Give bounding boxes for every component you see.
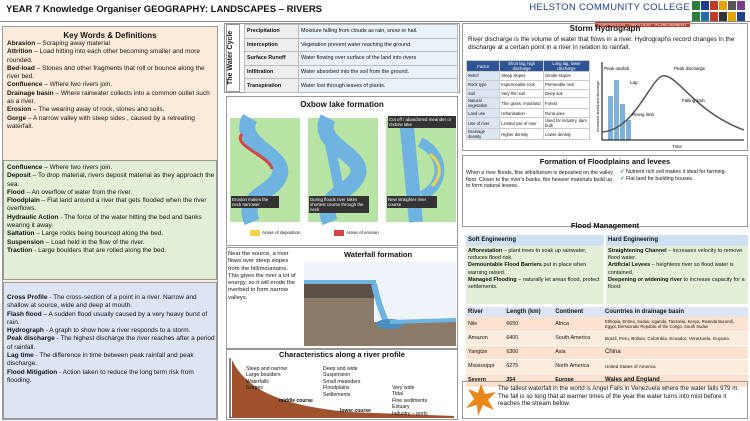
keyword-term: Erosion [7,106,32,114]
hydrograph-factor-table [466,60,590,140]
logo-badge [737,12,745,21]
rivers-table-cell: Asia [553,345,603,359]
world-rivers-table [466,307,748,388]
hard-engineering-title: Hard Engineering [606,235,748,246]
keyword-entry [7,172,215,189]
key-words-title: Key Words & Definitions [63,31,157,40]
keyword-definition: – Scraping away material [35,40,110,47]
keyword-entry [7,311,215,328]
logo-badge [728,12,736,21]
keyword-term: Abrasion [7,40,36,47]
floodplains-title: Formation of Floodplains and levees [539,157,671,166]
rising-limb-label: Rising limb [632,112,655,117]
rivers-table-cell: Amazon [466,331,504,345]
keyword-definition: – Where two rivers join. [42,81,113,89]
rivers-table-cell: Wales and England [603,373,748,387]
oxbow-diagram [230,114,456,244]
water-cycle-definition: Moisture falling from clouds as rain, snow or hail. [299,25,458,39]
water-cycle-term: Transpiration [245,79,299,93]
rivers-table-row [466,317,748,331]
rivers-table-cell: United States of America [603,359,748,373]
keyword-definition: – Large rocks being bounced along the bed. [34,230,164,238]
keyword-definition: – The wearing away of rock, stones and soils. [31,106,165,114]
method-term: Managed Flooding [468,276,517,283]
keyword-definition: – Stones and other fragments that roll or bounce along the river bed. [7,64,205,81]
keyword-entry [7,214,215,231]
factor-table-cell: Urbanisation [500,109,544,118]
profile-middle-item: Suspension [323,372,351,379]
water-cycle-row [245,25,458,39]
floodplains-panel [462,155,748,227]
waterfall-title: Waterfall formation [344,250,413,259]
rivers-table-row [466,331,748,345]
profile-lower-list [392,385,428,417]
logo-badge [692,12,700,21]
logo-badge [719,1,727,10]
rivers-table-cell: Brazil, Peru, Bolivia, Colombia, Ecuador, Venezuela, Guyana [603,331,748,345]
rivers-table-cell: Yangtze [466,345,504,359]
rainfall-bar [614,80,619,140]
keyword-term: Attrition [7,48,33,56]
factor-table-row [467,89,590,98]
hydrograph-graph [594,62,746,150]
logo-badge [728,1,736,10]
keyword-term: Cross Profile [7,294,48,301]
factor-table-row [467,129,590,140]
factor-table-cell: Forest [544,98,590,109]
school-name: HELSTON COMMUNITY COLLEGE [529,2,690,13]
logo-badge [710,1,718,10]
water-cycle-row [245,52,458,66]
keyword-definition: – Load hitting into each other becoming smaller and more rounded. [7,48,200,64]
factor-table-cell: Relief [467,72,500,81]
profile-lower-item: Very wide [392,385,415,391]
water-cycle-definition: Vegetation prevent water reaching the ground. [299,38,458,52]
storm-hydrograph-text: River discharge is the volume of water that flows in a river. Hydrographs record changes in the discharge at a certain point in a river in relation to rainfall. [468,36,735,51]
factor-table-cell: Soil [467,89,500,98]
rainfall-bar [608,96,613,140]
rivers-table-cell: 6300 [504,345,553,359]
factor-table-header: Long lag, lower discharge [544,61,590,72]
peak-discharge-label: Peak discharge [674,66,706,71]
rivers-table-cell: 6650 [504,317,553,331]
profile-lower-item: Estuary [392,404,410,411]
hard-engineering-list [606,246,748,304]
keyword-term: Peak discharge [7,335,55,343]
keyword-definition: - The cross-section of a point in a river. Narrow and shallow at source, wide and deep at mouth. [7,294,197,310]
rivers-table-header: River [466,307,504,317]
factor-table-cell: Drainage density [467,129,500,140]
method-definition: – naturally let areas flood, protect settlements. [468,276,600,291]
floodplain-advantages [620,169,748,183]
oxbow-caption-3: New straighter river course [387,196,437,208]
time-axis-label: Time [672,144,682,149]
water-cycle-term: Precipitation [245,25,299,39]
storm-hydrograph-title: Storm Hydrograph [569,24,641,33]
keyword-definition: – To drop material, rivers deposit material as they approach the sea. [7,172,215,188]
rivers-table-row [466,359,748,373]
factor-table-row [467,118,590,129]
keyword-definition: - The highest discharge the river reaches after a period of rainfall. [7,335,215,351]
keyword-definition: - Large boulders that are rolled along the bed. [32,246,166,254]
water-cycle-definition: Water lost through leaves of plants. [299,79,458,93]
soft-engineering-entry [468,262,602,276]
keyword-entry [7,164,215,172]
soft-engineering-list [466,246,604,304]
starburst-icon [466,384,496,416]
keyword-term: Gorge [7,114,27,122]
keyword-definition: - The force of the water hitting the bed and banks wearing it away. [7,213,202,230]
method-term: Artificial Levees [608,262,651,269]
water-cycle-term: Infiltration [245,65,299,79]
method-definition: to increase capacity for a flood. [608,276,745,291]
hard-rock-layer [304,284,374,298]
river-profile-title: Characteristics along a river profile [279,350,405,359]
rivers-table-cell: Ethiopia, Eritrea, Sudan, Uganda, Tanzania, Kenya, Rwanda Burundi, Egypt, Democratic Republic of the Congo, South Sudan [603,317,748,331]
floodplains-text: When a river floods, fine silt/alluvium is deposited on the valley floor. Closer to the river's banks, the heavier materials build up to form natural levees. [466,170,613,189]
keyword-term: Confluence [7,164,43,171]
logo-badge [737,1,745,10]
keyword-entry [7,369,215,386]
hard-engineering-entry [608,248,746,262]
water-cycle-term: Interception [245,38,299,52]
water-cycle-row [245,65,458,79]
rivers-table-cell: 6400 [504,331,553,345]
factor-table-cell: Steep slopes [500,72,544,81]
tick-icon: ✓ [620,169,625,175]
oxbow-caption-4: Cut off / abandoned meander or Oxbow lake [388,116,456,128]
flood-management-title: Flood Management [570,221,640,230]
profile-lower-item: Industry – ports [392,410,428,417]
profile-middle-item: Settlements [323,391,351,398]
keyword-entry [7,90,215,107]
water-cycle-definition: Water absorbed into the soil from the ground. [299,65,458,79]
rivers-table-header: Continent [553,307,603,317]
keyword-entry [7,294,215,311]
method-definition: – heightens river so flood water is contained. [608,262,734,276]
angel-falls-text: The tallest waterfall in the world is Angel Falls in Venezuela where the water falls 979 m. The fall is so long that at warmer times of the year the water turns into mist before it reaches the stream below. [498,385,740,408]
oxbow-title: Oxbow lake formation [300,100,384,109]
profile-upper-list [246,366,287,392]
water-cycle-definition: Water flowing over surface of the land into rivers [299,52,458,66]
keyword-term: Suspension [7,238,44,246]
method-term: Deepening or widening river [608,276,682,283]
method-definition: put in place when warning raised. [468,262,587,276]
keyword-term: Saltation [7,230,35,238]
logo-badge [701,1,709,10]
keyword-term: Flood Mitigation [7,368,58,376]
keyword-entry [7,197,215,214]
factor-table-cell: Use of river [467,118,500,129]
starburst-shape [466,384,496,416]
factor-table-cell: Limited use of river [500,118,544,129]
profile-lower-item: Fine sediments [392,397,428,404]
keyword-entry [7,327,215,335]
method-definition: – increases velocity to remove flood water. [608,248,743,262]
factor-table-cell: Natural vegetation [467,98,500,109]
water-cycle-row [245,38,458,52]
rivers-table-cell: Mississippi [466,359,504,373]
keyword-term: Hydrograph [7,327,44,335]
factor-table-cell: Impermeable rock [500,80,544,89]
method-term: Straightening Channel [608,248,667,254]
discharge-curve [602,76,744,132]
school-tagline: ASPIRATION · AMBITION · ACHIEVEMENT [595,22,690,27]
partner-logos [692,1,748,21]
keyword-term: Deposit [7,172,31,180]
profile-upper-item: Steep and narrow [246,366,287,372]
factor-table-cell: Land use [467,109,500,118]
factor-table-cell: Gentle slopes [544,72,590,81]
legend-deposition-swatch [250,230,260,236]
method-definition: – plant trees to soak up rainwater, reduces flood risk. [468,248,587,262]
discharge-axis-label: Increased rainfall and discharge [596,81,600,132]
logo-badge [710,12,718,21]
keyword-definition: - Action taken to reduce the long term risk from flooding. [7,368,194,384]
key-words-group-2 [7,164,215,255]
water-cycle-label: The Water Cycle [226,24,240,92]
key-words-group-1 [7,40,215,131]
rivers-table-cell: Europe [553,373,603,387]
factor-table-cell: Deep soil [544,89,590,98]
legend-erosion-swatch [334,230,344,236]
oxbow-caption-2: During floods river takes shortest course through the neck [309,196,369,213]
page-title: YEAR 7 Knowledge Organiser GEOGRAPHY: LANDSCAPES – RIVERS [6,4,323,15]
profile-lower-item: Tidal [392,391,404,398]
rivers-table-header: Length (km) [504,307,553,317]
profile-lower-label: lower course [340,408,371,414]
rivers-table-cell: Africa [553,317,603,331]
keyword-entry [7,81,215,89]
factor-table-cell: Thin grass, moorland [500,98,544,109]
keyword-entry [7,48,215,65]
rivers-table-row [466,345,748,359]
keyword-term: Flood [7,188,25,196]
keyword-entry [7,115,215,132]
keyword-entry [7,65,215,82]
waterfall-diagram [304,262,456,346]
rainfall-bar [626,120,631,140]
oxbow-caption-1: Erosion makes the neck narrower [231,196,279,208]
logo-badge [701,12,709,21]
factor-table-cell: Lower density [544,129,590,140]
keyword-term: Flash flood [7,310,42,318]
keyword-definition: – Where two rivers join. [42,164,113,171]
keyword-term: Hydraulic Action [7,213,59,221]
soft-engineering-title: Soft Engineering [466,235,604,246]
keyword-entry [7,239,215,247]
factor-table-cell: Used for industry, dam built [544,118,590,129]
keyword-definition: - A graph to show how a river responds to a storm. [43,327,191,335]
advantage-building: Flat land for building houses. [625,176,694,182]
keyword-definition: – A narrow valley with steep sides , caused by a retreating waterfall. [7,114,195,130]
keyword-entry [7,106,215,114]
key-words-group-3 [7,294,215,385]
logo-badge [719,12,727,21]
profile-upper-item: Large boulders [246,372,281,379]
keyword-definition: - The difference in time between peak rainfall and peak discharge. [7,352,194,368]
factor-table-cell: Higher density [500,129,544,140]
keyword-entry [7,189,215,197]
keyword-term: Traction [7,246,33,254]
advantage-farming: Nutrient rich soil makes it ideal for farming. [625,169,727,175]
rivers-table-header: Countries in drainage basin [603,307,748,317]
keyword-entry [7,230,215,238]
factor-table-row [467,98,590,109]
water-cycle-row [245,79,458,93]
keyword-definition: – Where rainwater collects into a common outlet such as a river. [7,89,210,106]
method-term: Demountable Flood Barriers [468,262,542,269]
upstream-river [304,280,376,284]
lag-label: Lag [630,80,638,85]
tick-icon: ✓ [620,176,625,182]
water-cycle-table [244,24,458,93]
keyword-definition: – Load held in the flow of the river. [43,238,145,246]
keyword-definition: – An overflow of water from the river. [24,188,132,196]
rivers-table-cell: 354 [504,373,553,387]
method-term: Afforestation [468,248,503,254]
factor-table-row [467,72,590,81]
rivers-table-cell: Nile [466,317,504,331]
profile-upper-item: Waterfalls [246,378,269,385]
factor-table-cell: Rock type [467,80,500,89]
keyword-entry [7,352,215,369]
keyword-term: Drainage basin [7,89,54,97]
factor-table-cell: Very thin soil [500,89,544,98]
hard-engineering-entry [608,262,746,276]
keyword-definition: – Flat land around a river that gets flooded when the river overflows. [7,197,207,213]
profile-upper-item: Gorges [246,385,264,392]
rivers-table-cell: Severn [466,373,504,387]
rivers-table-cell: South America [553,331,603,345]
factor-table-row [467,109,590,118]
keyword-definition: – A sudden flood usually caused by a very heavy burst of rain. [7,310,208,326]
keyword-entry [7,40,215,48]
profile-middle-item: Small meanders [323,378,361,385]
keyword-term: Lag time [7,352,34,360]
legend-deposition-label: Areas of deposition [262,230,301,235]
factor-table-cell: Permeable rock [544,80,590,89]
factor-table-cell: Rural area [544,109,590,118]
factor-table-row [467,80,590,89]
factor-table-header: Short lag, high discharge [500,61,544,72]
peak-rainfall-label: Peak rainfall [604,66,629,71]
keyword-term: Floodplain [7,197,40,205]
keyword-entry [7,335,215,352]
hard-engineering-entry [608,277,746,291]
profile-middle-label: middle course [279,398,313,404]
logo-badge [692,1,700,10]
rivers-table-cell: 6275 [504,359,553,373]
waterfall-text: Near the source, a river flows over steep slopes from the hill/mountains. This gives the river a lot of energy, so it will erode the riverbed to form narrow valleys. [228,251,296,301]
rivers-table-cell: North America [553,359,603,373]
soft-engineering-entry [468,277,602,291]
profile-middle-item: Floodplains [323,385,350,392]
legend-erosion-label: Areas of erosion [346,230,379,235]
keyword-term: Bed-load [7,64,35,72]
rivers-table-cell: China [603,345,748,359]
keyword-entry [7,247,215,255]
factor-table-header: Factor [467,61,500,72]
keyword-term: Confluence [7,81,43,89]
soft-engineering-entry [468,248,602,262]
profile-middle-list [323,366,360,398]
profile-middle-item: Deep and wide [323,366,358,372]
water-cycle-term: Surface Runoff [245,52,299,66]
falling-limb-label: Falling limb [682,98,705,103]
